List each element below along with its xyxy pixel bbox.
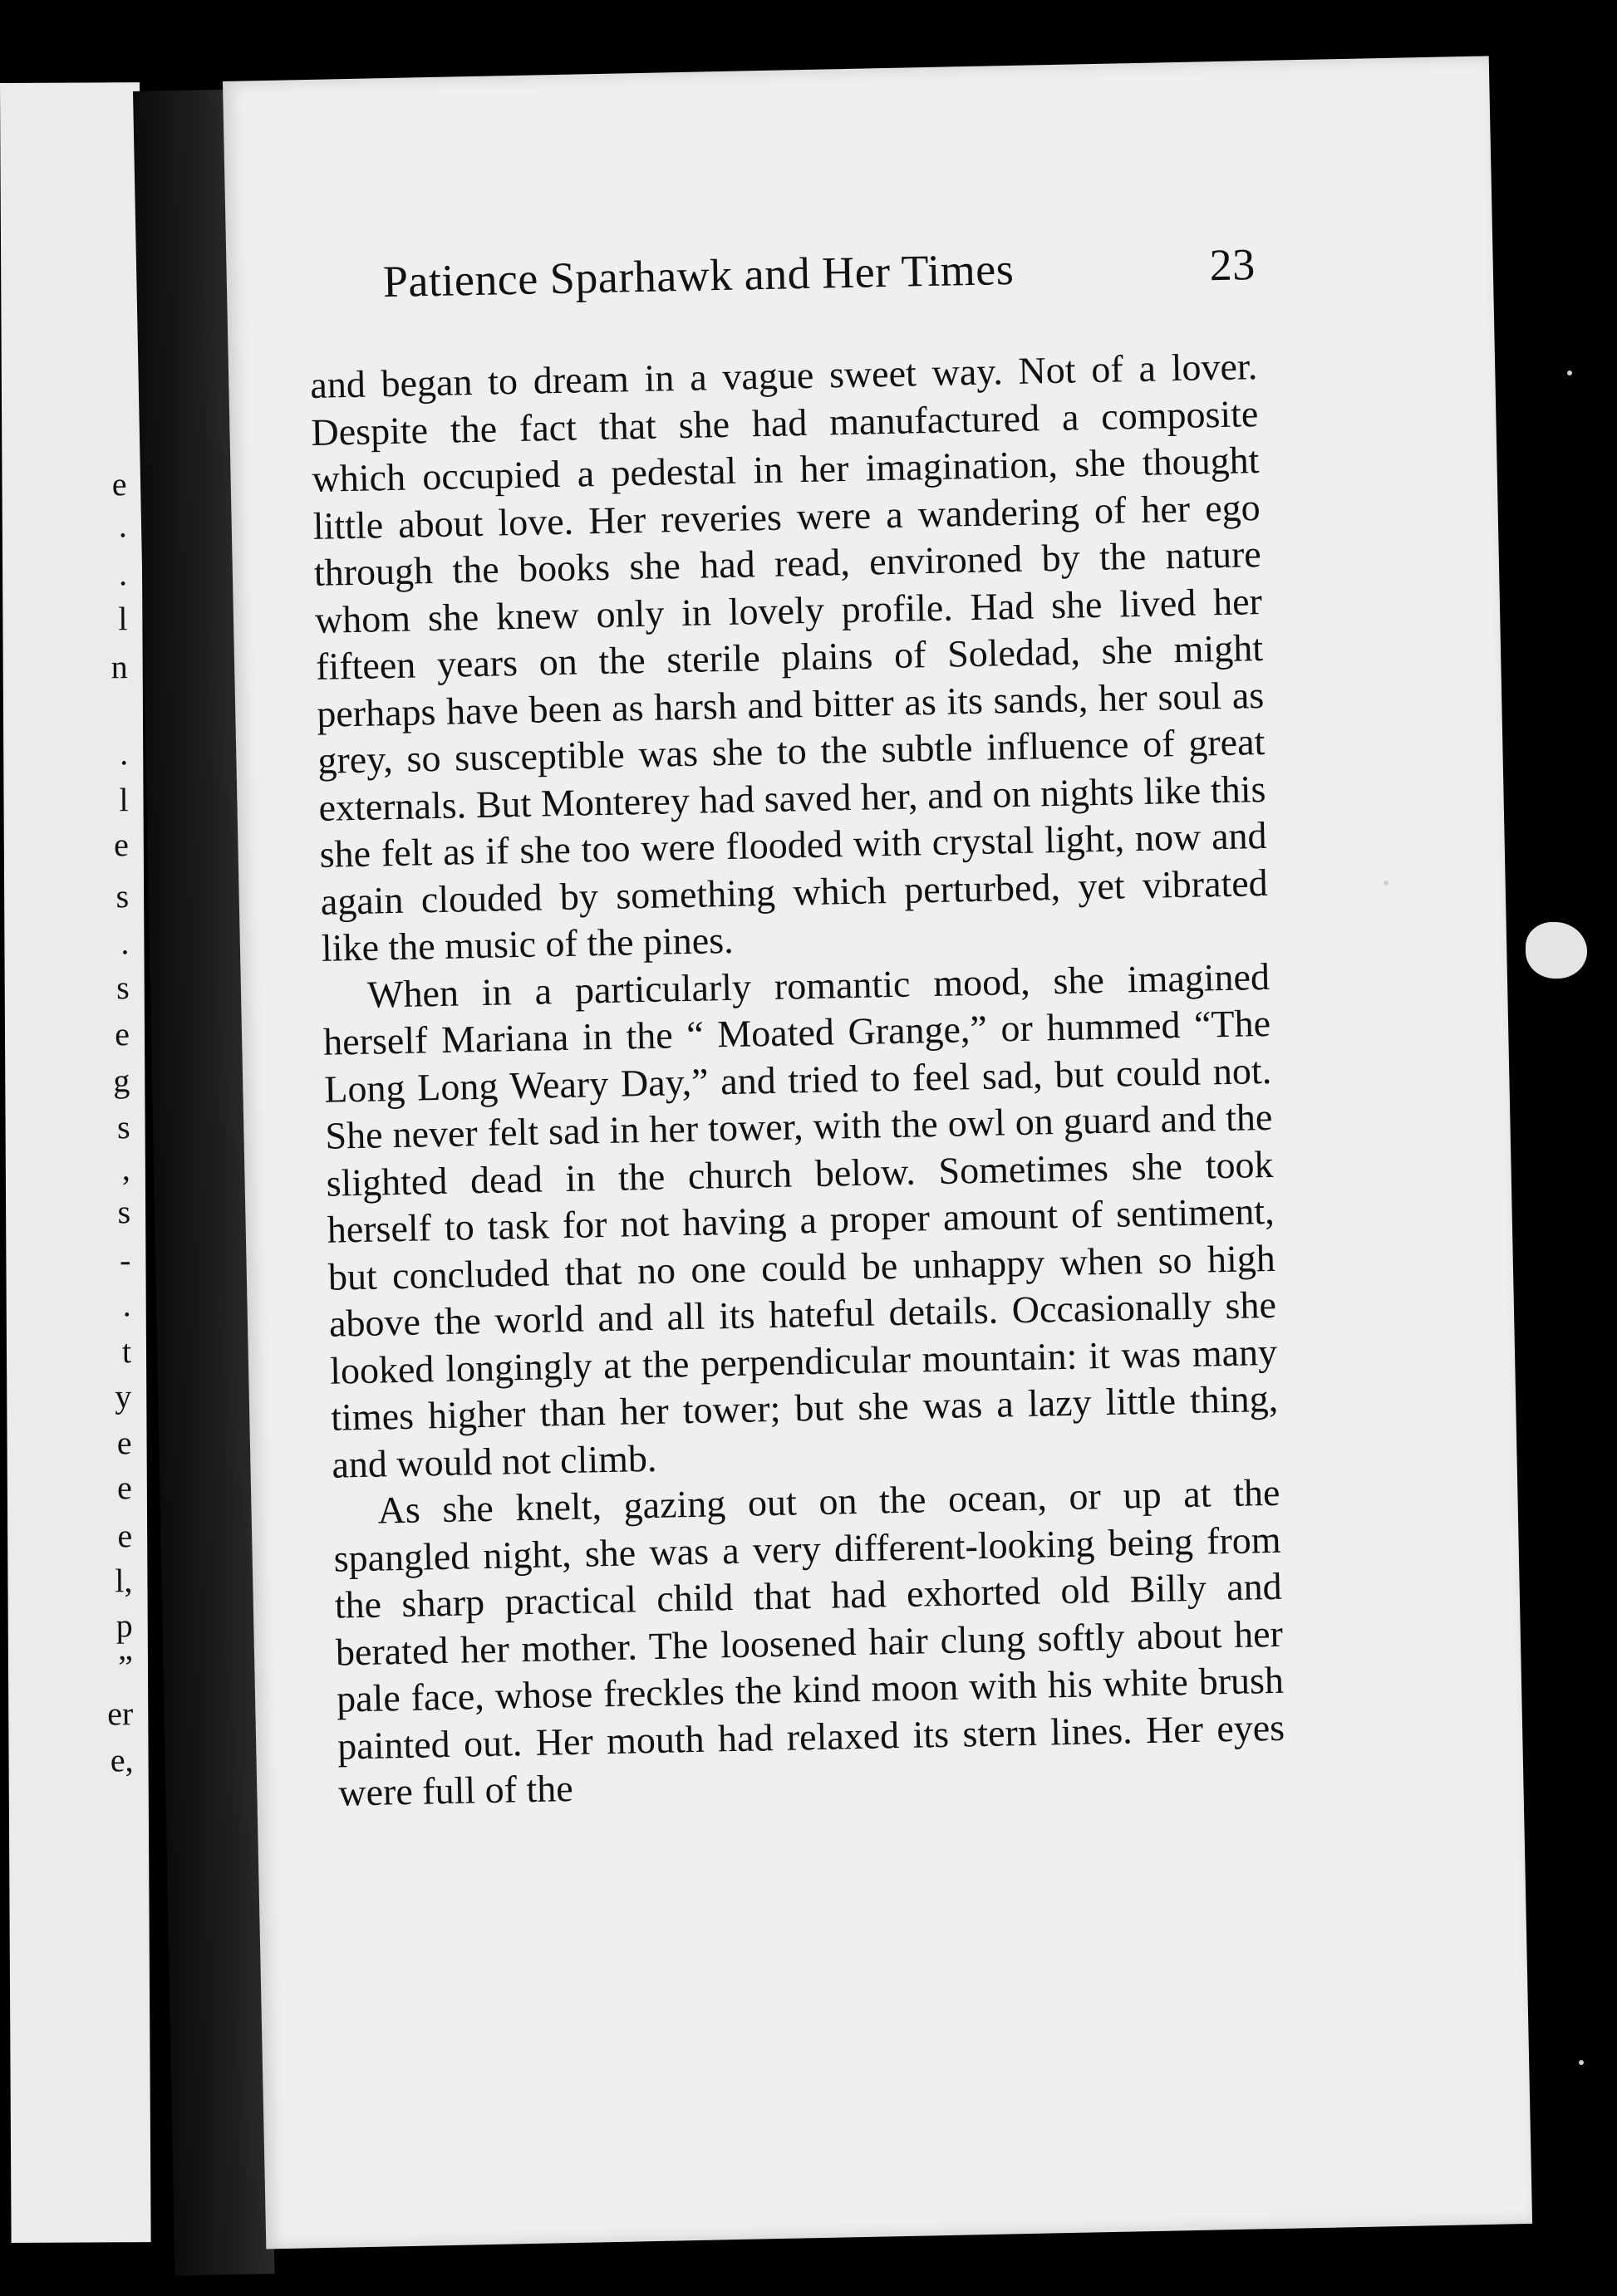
previous-page-fragment: .	[120, 924, 130, 962]
paragraph-3: As she knelt, gazing out on the ocean, or up at the spangled night, she was a very different-looking being from the sharp practical child that had exhorted old Billy and berated her mother. The loosened hair clung softly about her pale face, whose freckles the kind moon with his white brush painted out. Her mouth had relaxed its stern lines. Her eyes were full of the	[333, 1470, 1285, 1814]
previous-page-fragment: e	[116, 1424, 132, 1462]
page-number: 23	[1209, 239, 1256, 291]
previous-page-fragment: er	[107, 1695, 134, 1733]
previous-page-fragment: y	[115, 1377, 132, 1415]
previous-page-fragment: g	[113, 1062, 130, 1100]
dust-speck	[1567, 370, 1572, 375]
previous-page-fragment: e	[115, 1015, 130, 1053]
paragraph-2: When in a particularly romantic mood, she imagined herself Mariana in the “ Moated Grange,” or hummed “The Long Long Weary Day,” and tried to feel sad, but could not. She never felt sad in her tower, with the owl on guard and the slighted dead in the church below. Sometimes she took herself to task for not having a proper amount of sentiment, but concluded that no one could be unhappy when so high above the world and all its hateful details. Occasionally she looked longingly at the perpendicular mountain: it was many times higher than her tower; but she was a lazy little thing, and would not climb.	[322, 954, 1279, 1486]
previous-page-fragment: l,	[115, 1562, 133, 1600]
previous-page-fragment: s	[116, 877, 130, 915]
running-title: Patience Sparhawk and Her Times	[382, 243, 1015, 307]
previous-page-fragment: e	[116, 1469, 132, 1507]
body-text	[310, 343, 1286, 1817]
previous-page-fragment: ”	[118, 1648, 134, 1686]
previous-page-fragment: p	[116, 1607, 133, 1645]
previous-page-fragment: .	[118, 555, 128, 593]
previous-page-fragment: .	[122, 1286, 131, 1324]
book-page	[223, 56, 1532, 2249]
previous-page	[0, 82, 151, 2243]
previous-page-fragment: s	[116, 1108, 130, 1146]
previous-page-fragment: l	[118, 600, 128, 638]
previous-page-fragment: .	[120, 734, 129, 773]
previous-page-fragment: e	[117, 1517, 133, 1555]
previous-page-fragment: t	[121, 1332, 132, 1371]
previous-page-fragment: -	[119, 1241, 131, 1279]
previous-page-fragment: .	[118, 507, 127, 545]
previous-page-fragment: s	[116, 969, 130, 1007]
dust-speck	[1579, 2060, 1584, 2065]
previous-page-fragment: e	[113, 826, 129, 864]
previous-page-fragment: n	[111, 648, 128, 686]
previous-page-fragment: s	[117, 1193, 131, 1231]
dust-speck	[1384, 881, 1388, 886]
previous-page-fragment: e,	[110, 1741, 134, 1779]
running-header	[382, 238, 1256, 307]
previous-page-fragment: ,	[121, 1150, 130, 1188]
previous-page-text-edge	[0, 82, 151, 2243]
paper-blot	[1526, 922, 1587, 979]
paragraph-1: and began to dream in a vague sweet way. Not of a lover. Despite the fact that she had manufactured a composite which occupied a pedestal in her imagination, she thought little about love. Her reveries were a wandering of her ego through the books she had read, environed by the nature whom she knew only in lovely profile. Had she lived her fifteen years on the sterile plains of Soledad, she might perhaps have been as harsh and bitter as its sands, her soul as grey, so susceptible was she to the subtle influence of great externals. But Monterey had saved her, and on nights like this she felt as if she too were flooded with crystal light, now and again clouded by something which perturbed, yet vibrated like the music of the pines.	[309, 345, 1269, 969]
previous-page-fragment: e	[111, 465, 127, 503]
previous-page-fragment: l	[119, 781, 129, 819]
